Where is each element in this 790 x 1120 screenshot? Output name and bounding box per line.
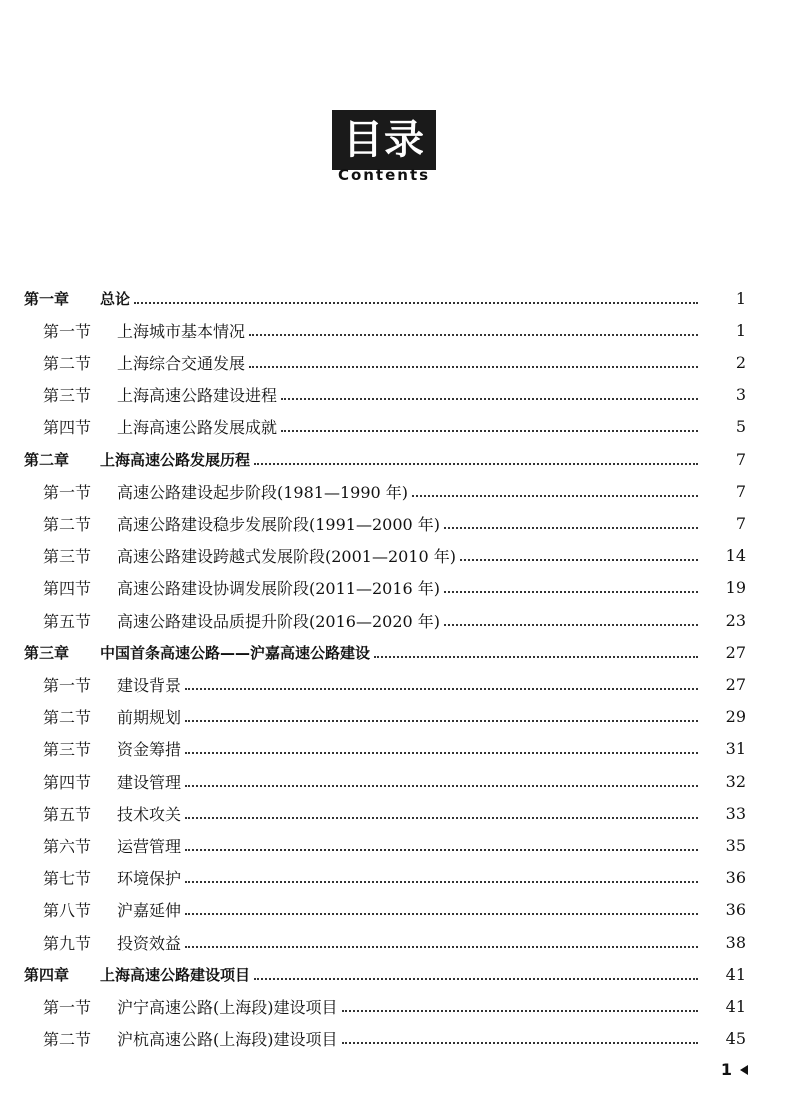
toc-entry-label: [43, 480, 408, 503]
page-number: 1: [720, 1060, 732, 1079]
section-number: 第五节: [43, 804, 92, 824]
section-title: 上海高速公路发展成就: [117, 418, 278, 438]
page-ref: 1: [735, 288, 746, 308]
section-number: 第四节: [43, 772, 92, 792]
page-ref: 36: [725, 868, 746, 888]
chapter-title: 总论: [100, 289, 131, 308]
section-title: 运营管理: [117, 836, 182, 856]
section-number: 第五节: [43, 611, 92, 631]
section-title: 上海综合交通发展: [117, 353, 246, 373]
section-title: 前期规划: [117, 708, 182, 728]
page-ref: 38: [725, 932, 746, 952]
toc-entry-label: [43, 802, 181, 825]
section-number: 第四节: [43, 579, 92, 599]
dot-leader: [249, 333, 698, 336]
toc-section-entry[interactable]: [0, 765, 790, 797]
dot-leader: [342, 1041, 699, 1044]
page-ref: 7: [735, 513, 746, 533]
toc-section-entry[interactable]: [0, 797, 790, 829]
toc-section-entry[interactable]: [0, 314, 790, 346]
dot-leader: [342, 1009, 699, 1012]
section-number: 第二节: [43, 514, 92, 534]
dot-leader: [444, 526, 698, 529]
toc-section-entry[interactable]: [0, 604, 790, 636]
section-title: 高速公路建设协调发展阶段(2011—2016 年): [117, 579, 441, 599]
dot-leader: [254, 977, 698, 980]
toc-section-entry[interactable]: [0, 733, 790, 765]
page-ref: 32: [725, 771, 746, 791]
chapter-number: 第一章: [24, 289, 70, 308]
toc-section-entry[interactable]: [0, 829, 790, 861]
toc-section-entry[interactable]: [0, 926, 790, 958]
toc-section-entry[interactable]: [0, 990, 790, 1022]
toc-section-entry[interactable]: [0, 540, 790, 572]
toc-section-entry[interactable]: [0, 411, 790, 443]
chapter-title: 上海高速公路建设项目: [100, 965, 251, 984]
toc-entry-label: [43, 415, 277, 438]
dot-leader: [134, 301, 698, 304]
toc-section-entry[interactable]: [0, 346, 790, 378]
toc-entry-label: [43, 576, 440, 599]
section-number: 第三节: [43, 386, 92, 406]
toc-entry-label: [43, 319, 245, 342]
section-number: 第三节: [43, 547, 92, 567]
dot-leader: [185, 719, 698, 722]
toc-entry-label: [43, 834, 181, 857]
section-number: 第一节: [43, 482, 92, 502]
section-number: 第二节: [43, 708, 92, 728]
dot-leader: [185, 912, 698, 915]
page-ref: 27: [725, 642, 746, 662]
dot-leader: [444, 590, 698, 593]
toc-entry-label: [43, 770, 181, 793]
toc-entry-label: [43, 351, 245, 374]
chapter-number: 第四章: [24, 965, 70, 984]
dot-leader: [281, 429, 698, 432]
toc-entry-label: [43, 705, 181, 728]
dot-leader: [185, 816, 698, 819]
section-number: 第九节: [43, 933, 92, 953]
chapter-number: 第二章: [24, 450, 70, 469]
toc-chapter-entry[interactable]: [0, 958, 790, 990]
toc-chapter-entry[interactable]: [0, 282, 790, 314]
section-title: 高速公路建设稳步发展阶段(1991—2000 年): [117, 514, 441, 534]
section-number: 第一节: [43, 997, 92, 1017]
page-ref: 23: [725, 610, 746, 630]
dot-leader: [185, 945, 698, 948]
toc-entry-label: [43, 931, 181, 954]
toc-subheading: Contents: [337, 166, 431, 184]
dot-leader: [254, 462, 698, 465]
dot-leader: [460, 558, 698, 561]
toc-entry-label: [43, 512, 440, 535]
toc-entry-label: [43, 544, 456, 567]
section-number: 第二节: [43, 1030, 92, 1050]
dot-leader: [185, 751, 698, 754]
section-number: 第七节: [43, 869, 92, 889]
section-number: 第一节: [43, 321, 92, 341]
page-ref: 1: [735, 320, 746, 340]
dot-leader: [281, 397, 698, 400]
toc-entry-label: [24, 642, 370, 663]
toc-section-entry[interactable]: [0, 862, 790, 894]
section-number: 第一节: [43, 675, 92, 695]
dot-leader: [185, 687, 698, 690]
page-ref: 3: [735, 385, 746, 405]
toc-section-entry[interactable]: [0, 572, 790, 604]
toc-entry-label: [43, 737, 181, 760]
dot-leader: [374, 655, 698, 658]
page-footer: [721, 1060, 748, 1079]
page-ref: 7: [735, 449, 746, 469]
page-ref: 31: [725, 739, 746, 759]
page-ref: 27: [725, 674, 746, 694]
toc-section-entry[interactable]: [0, 894, 790, 926]
toc-section-entry[interactable]: [0, 668, 790, 700]
dot-leader: [444, 623, 698, 626]
section-title: 沪宁高速公路(上海段)建设项目: [117, 997, 338, 1017]
page-ref: 45: [725, 1029, 746, 1049]
toc-chapter-entry[interactable]: [0, 636, 790, 668]
triangle-left-icon: [740, 1065, 748, 1075]
page-ref: 29: [725, 707, 746, 727]
page-ref: 41: [725, 964, 746, 984]
page-ref: 19: [725, 578, 746, 598]
section-title: 上海高速公路建设进程: [117, 386, 278, 406]
section-title: 投资效益: [117, 933, 182, 953]
section-number: 第四节: [43, 418, 92, 438]
toc-entry-label: [24, 964, 250, 985]
dot-leader: [249, 365, 698, 368]
toc-entry-label: [43, 383, 277, 406]
toc-entry-label: [24, 288, 130, 309]
section-title: 环境保护: [117, 869, 182, 889]
toc-heading: 目录: [332, 110, 436, 170]
section-number: 第二节: [43, 353, 92, 373]
dot-leader: [185, 848, 698, 851]
section-number: 第八节: [43, 901, 92, 921]
page-ref: 2: [735, 352, 746, 372]
toc-entry-label: [43, 995, 338, 1018]
toc-section-entry[interactable]: [0, 1023, 790, 1055]
section-title: 高速公路建设跨越式发展阶段(2001—2010 年): [117, 547, 457, 567]
page-ref: 5: [735, 417, 746, 437]
toc-entry-label: [43, 898, 181, 921]
section-title: 建设背景: [117, 675, 182, 695]
section-title: 沪杭高速公路(上海段)建设项目: [117, 1030, 338, 1050]
page-ref: 14: [725, 546, 746, 566]
section-title: 技术攻关: [117, 804, 182, 824]
toc-section-entry[interactable]: [0, 379, 790, 411]
page-ref: 33: [725, 803, 746, 823]
section-number: 第六节: [43, 836, 92, 856]
dot-leader: [185, 784, 698, 787]
section-title: 资金筹措: [117, 740, 182, 760]
chapter-title: 上海高速公路发展历程: [100, 450, 251, 469]
page-ref: 41: [725, 996, 746, 1016]
toc-chapter-entry[interactable]: [0, 443, 790, 475]
toc-entry-label: [43, 1027, 338, 1050]
section-title: 上海城市基本情况: [117, 321, 246, 341]
section-number: 第三节: [43, 740, 92, 760]
toc-section-entry[interactable]: [0, 475, 790, 507]
toc-section-entry[interactable]: [0, 507, 790, 539]
chapter-title: 中国首条高速公路——沪嘉高速公路建设: [100, 643, 371, 662]
section-title: 建设管理: [117, 772, 182, 792]
toc-entry-label: [43, 609, 440, 632]
toc-entry-label: [43, 866, 181, 889]
chapter-number: 第三章: [24, 643, 70, 662]
page-ref: 7: [735, 481, 746, 501]
dot-leader: [412, 494, 698, 497]
section-title: 沪嘉延伸: [117, 901, 182, 921]
toc-section-entry[interactable]: [0, 701, 790, 733]
toc-entry-label: [43, 673, 181, 696]
toc-entry-label: [24, 449, 250, 470]
page-ref: 36: [725, 900, 746, 920]
section-title: 高速公路建设品质提升阶段(2016—2020 年): [117, 611, 441, 631]
dot-leader: [185, 880, 698, 883]
section-title: 高速公路建设起步阶段(1981—1990 年): [117, 482, 409, 502]
page-ref: 35: [725, 835, 746, 855]
